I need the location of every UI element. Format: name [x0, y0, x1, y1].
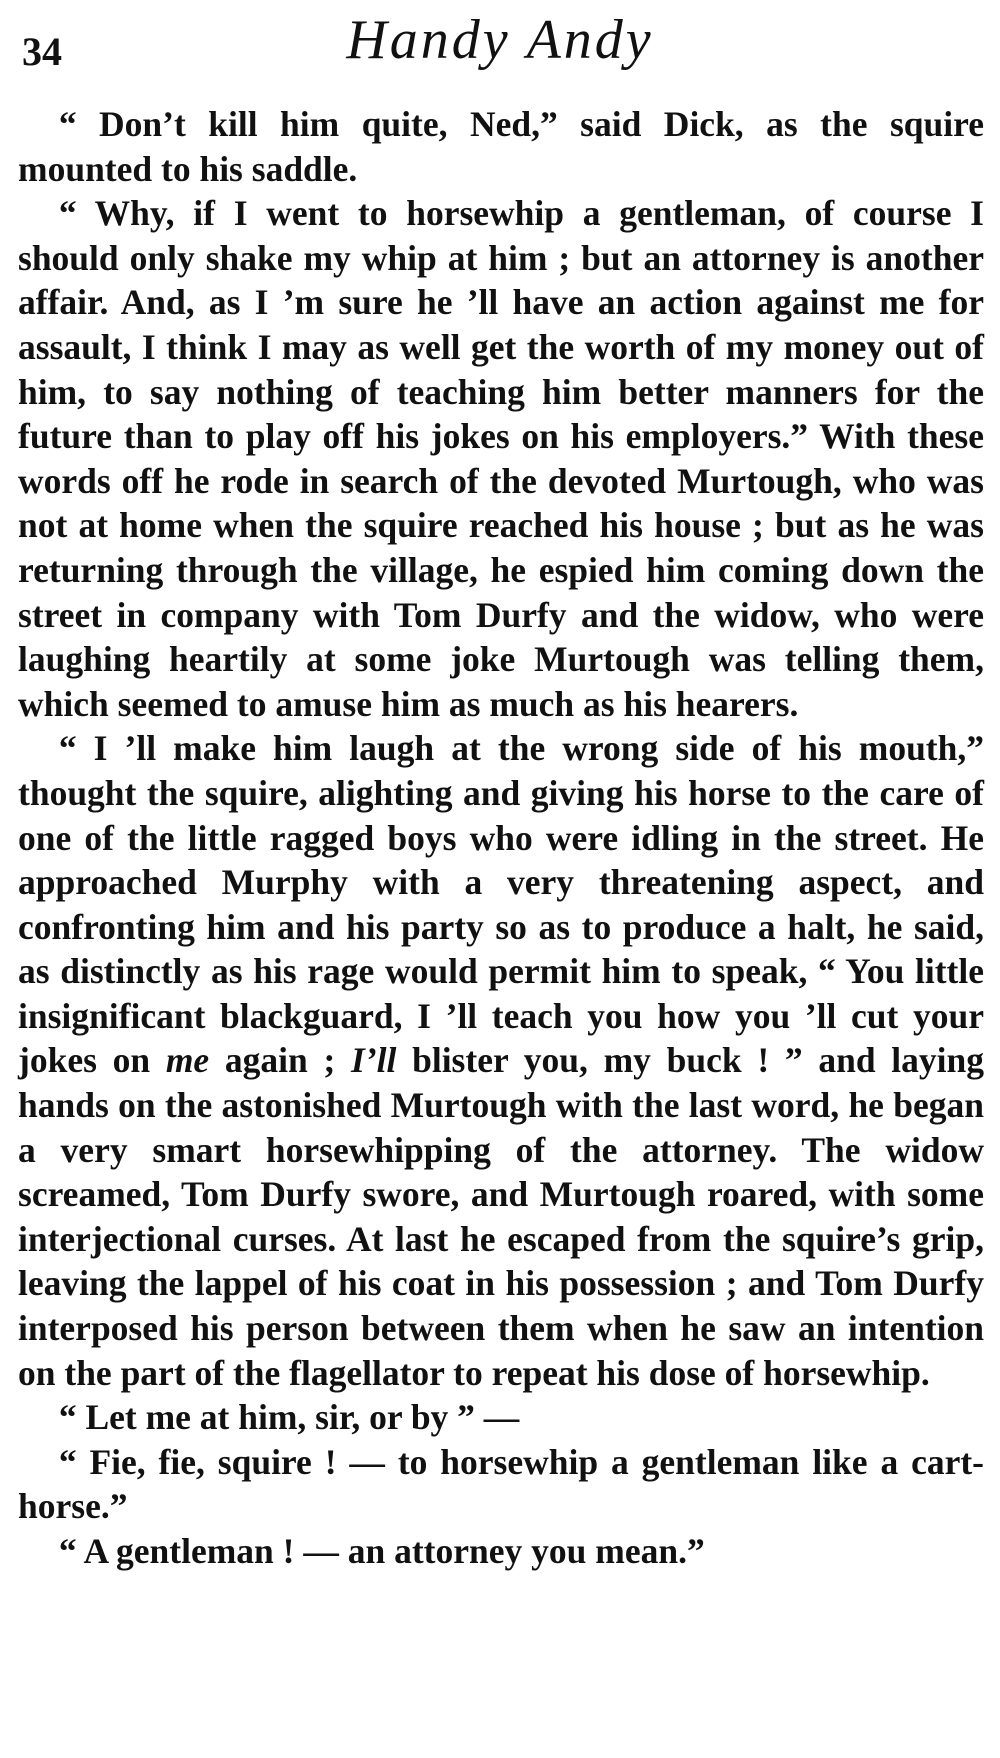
paragraph: “ Don’t kill him quite, Ned,” said Dick, as the squire mounted to his saddle.	[18, 104, 984, 189]
book-page	[12, 0, 988, 1758]
paragraph: “ A gentleman ! — an attorney you mean.”	[58, 1531, 705, 1571]
paragraph-text: blister you, my buck ! ” and laying hands on the astonished Murtough with the last word, he began a very smart horsewhipping of the attorney. The widow screamed, Tom Durfy swore, and Murtough roared, with some interjectional curses. At last he escaped from the squire’s grip, leaving the lappel of his coat in his possession ; and Tom Durfy interposed his person between them when he saw an intention on the part of the flagellator to repeat his dose of horsewhip.	[18, 1040, 984, 1393]
body-text	[18, 102, 984, 1574]
page-number: 34	[22, 29, 62, 74]
page-header	[12, 0, 988, 96]
running-title: Handy Andy	[346, 9, 654, 71]
emphasis-text: me	[165, 1040, 210, 1081]
paragraph	[18, 726, 984, 1395]
emphasis-text: I’ll	[351, 1040, 397, 1081]
paragraph: “ Let me at him, sir, or by ” —	[58, 1397, 520, 1438]
paragraph-text: “ I ’ll make him laugh at the wrong side of his mouth,” thought the squire, alighting and giving his horse to the care of one of the little ragged boys who were idling in the street. He approached Murphy with a very threatening aspect, and confronting him and his party so as to produce a halt, he said, as distinctly as his rage would permit him to speak, “ You little insignificant blackguard, I ’ll teach you how you ’ll cut your jokes on	[18, 728, 984, 1081]
paragraph: “ Fie, fie, squire ! — to horsewhip a gentleman like a cart-horse.”	[18, 1441, 984, 1527]
paragraph: “ Why, if I went to horsewhip a gentleman, of course I should only shake my whip at him ; but an attorney is another affair. And, as I ’m sure he ’ll have an action against me for assault, I think I may as well get the worth of my money out of him, to say nothing of teaching him better manners for the future than to play off his jokes on his employers.” With these words off he rode in search of the devoted Murtough, who was not at home when the squire reached his house ; but as he was returning through the village, he espied him coming down the street in company with Tom Durfy and the widow, who were laughing heartily at some joke Murtough was telling them, which seemed to amuse him as much as his hearers.	[18, 193, 984, 724]
paragraph-text: again ;	[209, 1040, 351, 1081]
